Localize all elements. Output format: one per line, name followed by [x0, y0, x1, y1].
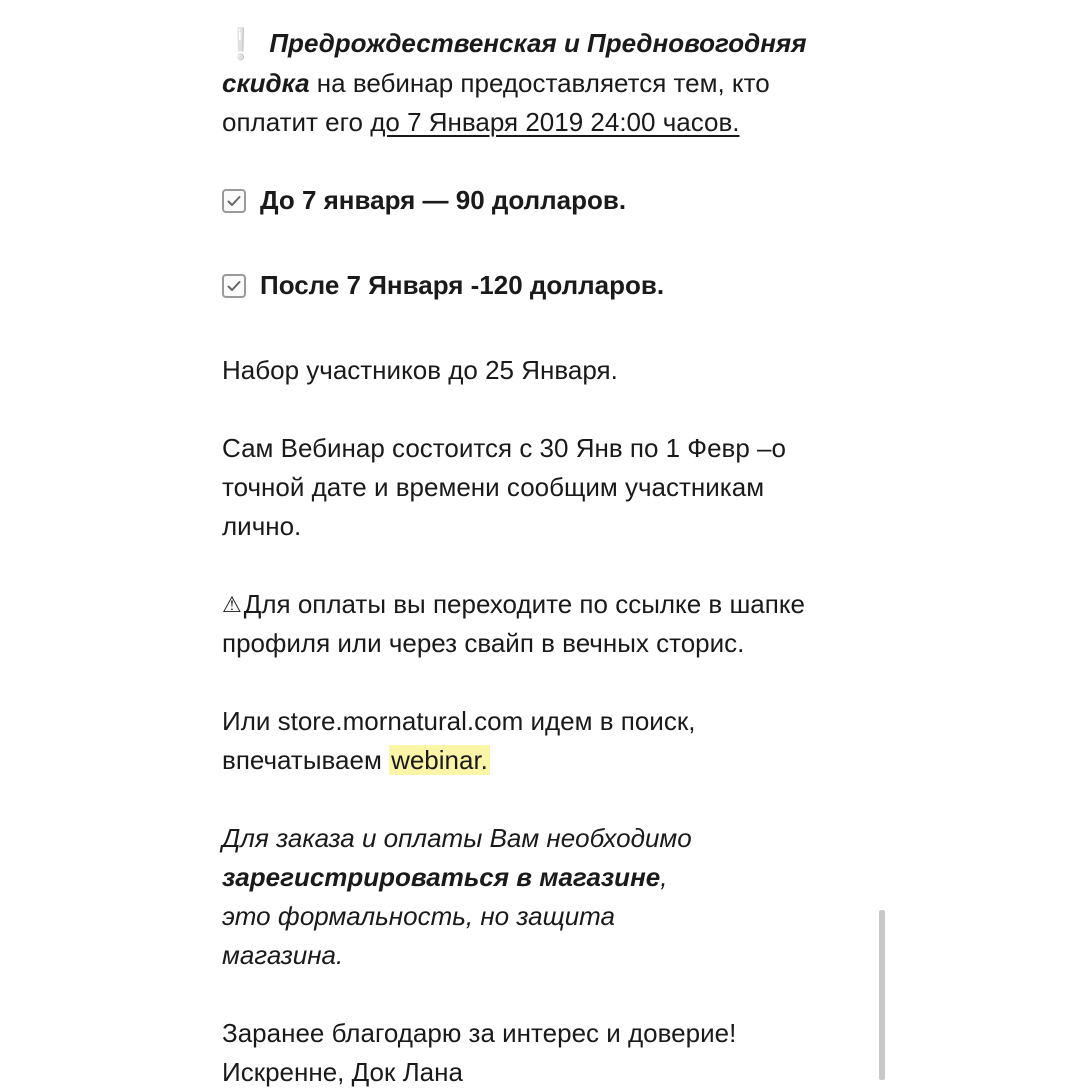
store-instructions: Или store.mornatural.com идем в поиск, впечатываем	[222, 706, 696, 775]
scrollbar[interactable]	[879, 910, 885, 1080]
payment-text	[222, 585, 847, 663]
price-text: До 7 января — 90 долларов.	[260, 185, 627, 215]
checkbox-checked-icon	[222, 189, 246, 213]
price-text: После 7 Января -120 долларов.	[260, 270, 665, 300]
discount-title: Предрождественская и Предновогодняя	[269, 28, 807, 58]
warning-icon: ⚠	[222, 592, 242, 617]
thanks-text: Заранее благодарю за интерес и доверие!	[222, 1018, 737, 1048]
discount-deadline: до 7 Января 2019 24:00 часов.	[370, 107, 740, 137]
registration-part-1: Для заказа и оплаты Вам необходимо	[222, 823, 692, 853]
payment-instructions: Для оплаты вы переходите по ссылке в шапке профиля или через свайп в вечных сторис.	[222, 589, 805, 658]
recruitment-text: Набор участников до 25 Января.	[222, 355, 618, 385]
registration-emphasis: зарегистрироваться в магазине	[222, 862, 661, 892]
search-keyword: webinar.	[391, 745, 488, 775]
checkbox-checked-icon	[222, 274, 246, 298]
registration-part-2: , это формальность, но защита магазина.	[222, 862, 668, 970]
discount-notice	[222, 24, 862, 142]
price-item	[222, 181, 862, 220]
discount-title-2: скидка	[222, 68, 310, 98]
price-item	[222, 266, 862, 305]
schedule-text: Сам Вебинар состоится с 30 Янв по 1 Февр –о точной дате и времени сообщим участникам лично.	[222, 433, 786, 541]
message-body	[222, 24, 862, 1092]
store-text	[222, 702, 742, 780]
exclamation-icon: ❕	[222, 28, 260, 61]
signature: Искренне, Док Лана	[222, 1057, 463, 1087]
registration-text	[222, 819, 692, 975]
discount-body: на вебинар предоставляется тем, кто оплатит его	[222, 68, 770, 137]
